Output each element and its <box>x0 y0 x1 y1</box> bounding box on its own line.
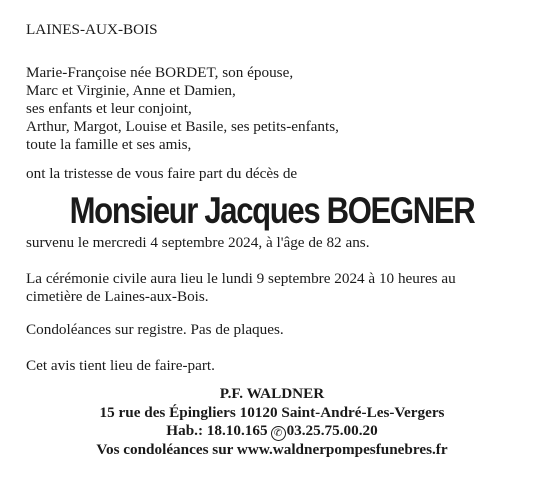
notice-statement: Cet avis tient lieu de faire-part. <box>26 357 215 374</box>
family-line: Marc et Virginie, Anne et Damien, <box>26 82 236 99</box>
company-address: 15 rue des Épingliers 10120 Saint-André-Les-Vergers <box>99 403 445 421</box>
family-line: Arthur, Margot, Louise et Basile, ses petits-enfants, <box>26 118 339 135</box>
family-list <box>26 64 339 154</box>
website-line: Vos condoléances sur www.waldnerpompesfunebres.fr <box>96 441 448 458</box>
family-line: Marie-Françoise née BORDET, son épouse, <box>26 64 294 81</box>
ceremony-info <box>26 270 456 306</box>
town-heading: LAINES-AUX-BOIS <box>26 21 158 38</box>
condolences-note: Condoléances sur registre. Pas de plaques. <box>26 321 284 338</box>
habilitation-number: Hab.: 18.10.165 <box>166 422 268 439</box>
family-line: ses enfants et leur conjoint, <box>26 100 192 117</box>
deceased-name: Monsieur Jacques BOEGNER <box>69 190 475 231</box>
phone-number: 03.25.75.00.20 <box>286 422 378 439</box>
funeral-home-footer <box>0 385 544 460</box>
contact-line <box>0 422 544 441</box>
death-info: survenu le mercredi 4 septembre 2024, à l'âge de 82 ans. <box>26 234 370 251</box>
intro-text: ont la tristesse de vous faire part du décès de <box>26 165 298 182</box>
phone-circle-icon: ✆ <box>271 426 286 441</box>
family-line: toute la famille et ses amis, <box>26 136 192 153</box>
company-name: P.F. WALDNER <box>219 385 325 402</box>
ceremony-line: La cérémonie civile aura lieu le lundi 9 septembre 2024 à 10 heures au <box>26 270 456 287</box>
ceremony-line: cimetière de Laines-aux-Bois. <box>26 288 209 305</box>
